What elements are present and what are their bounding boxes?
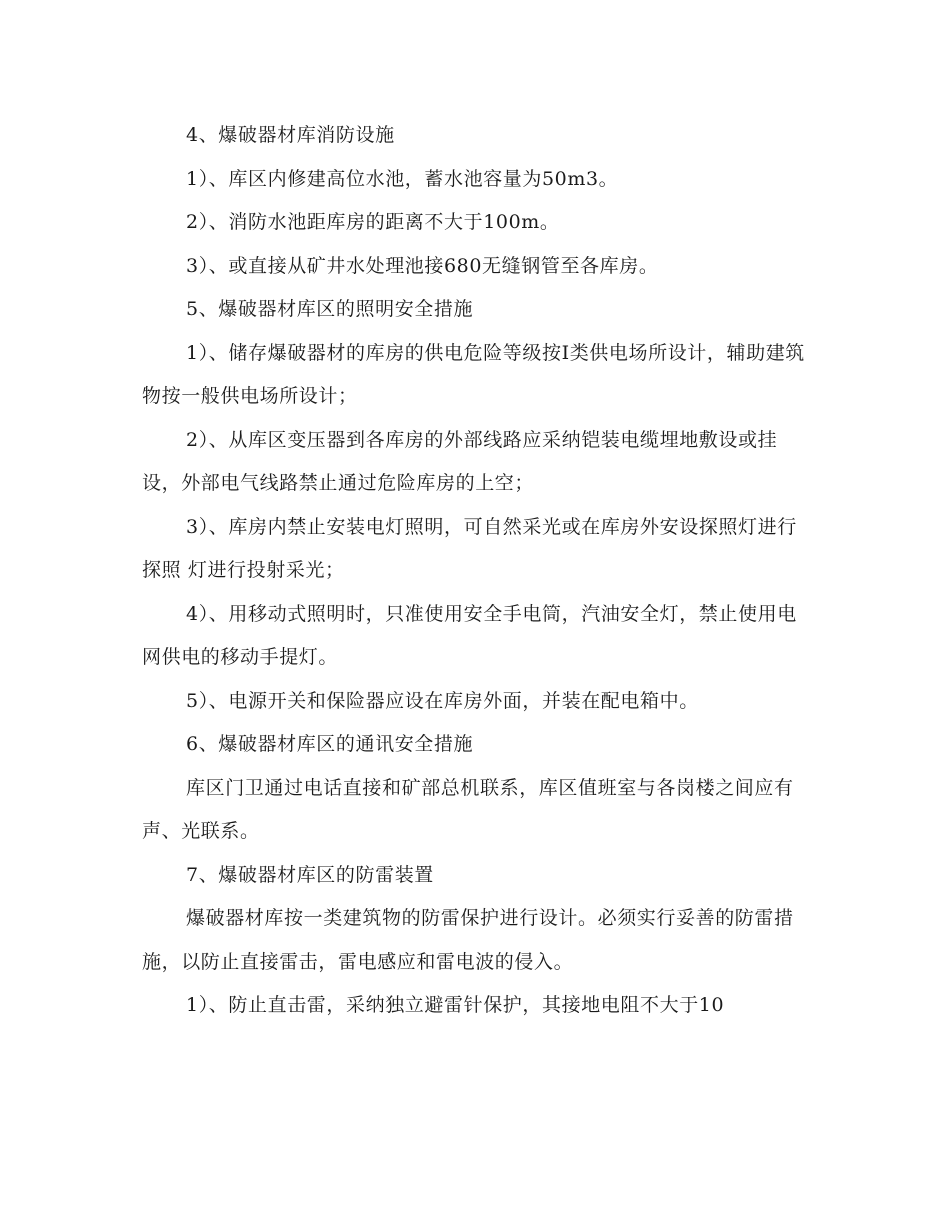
paragraph-pool-distance: 2）、消防水池距库房的距离不大于100m。 <box>186 211 560 233</box>
section-heading-communication: 6、爆破器材库区的通讯安全措施 <box>186 733 474 755</box>
paragraph-gate-phone: 库区门卫通过电话直接和矿部总机联系，库区值班室与各岗楼之间应有声、光联系。 <box>142 776 794 842</box>
paragraph-lightning-rod: 1）、防止直击雷，采纳独立避雷针保护，其接地电阻不大于10 <box>186 994 725 1016</box>
paragraph-external-lines: 2）、从库区变压器到各库房的外部线路应采纳铠装电缆埋地敷设或挂设，外部电气线路禁止通过危险库房的上空； <box>142 428 778 494</box>
paragraph-water-pool: 1）、库区内修建高位水池，蓄水池容量为50m3。 <box>186 167 619 190</box>
paragraph-power-grade: 1）、储存爆破器材的库房的供电危险等级按Ⅰ类供电场所设计，辅助建筑物按一般供电场所设计； <box>142 341 805 407</box>
paragraph-lightning-design: 爆破器材库按一类建筑物的防雷保护进行设计。必须实行妥善的防雷措施，以防止直接雷击，雷电感应和雷电波的侵入。 <box>142 907 794 973</box>
section-heading-lighting: 5、爆破器材库区的照明安全措施 <box>186 298 474 320</box>
paragraph-pipe-connection: 3）、或直接从矿井水处理池接680无缝钢管至各库房。 <box>186 254 659 277</box>
paragraph-power-switch: 5）、电源开关和保险器应设在库房外面，并装在配电箱中。 <box>186 689 699 712</box>
document-body <box>142 114 810 1028</box>
section-heading-lightning: 7、爆破器材库区的防雷装置 <box>186 863 434 886</box>
section-heading-fire-facilities: 4、爆破器材库消防设施 <box>186 124 395 146</box>
paragraph-mobile-lighting: 4）、用移动式照明时，只准使用安全手电筒，汽油安全灯，禁止使用电网供电的移动手提灯。 <box>142 602 797 668</box>
paragraph-no-lamps: 3）、库房内禁止安装电灯照明，可自然采光或在库房外安设探照灯进行探照 灯进行投射采光； <box>142 515 797 581</box>
